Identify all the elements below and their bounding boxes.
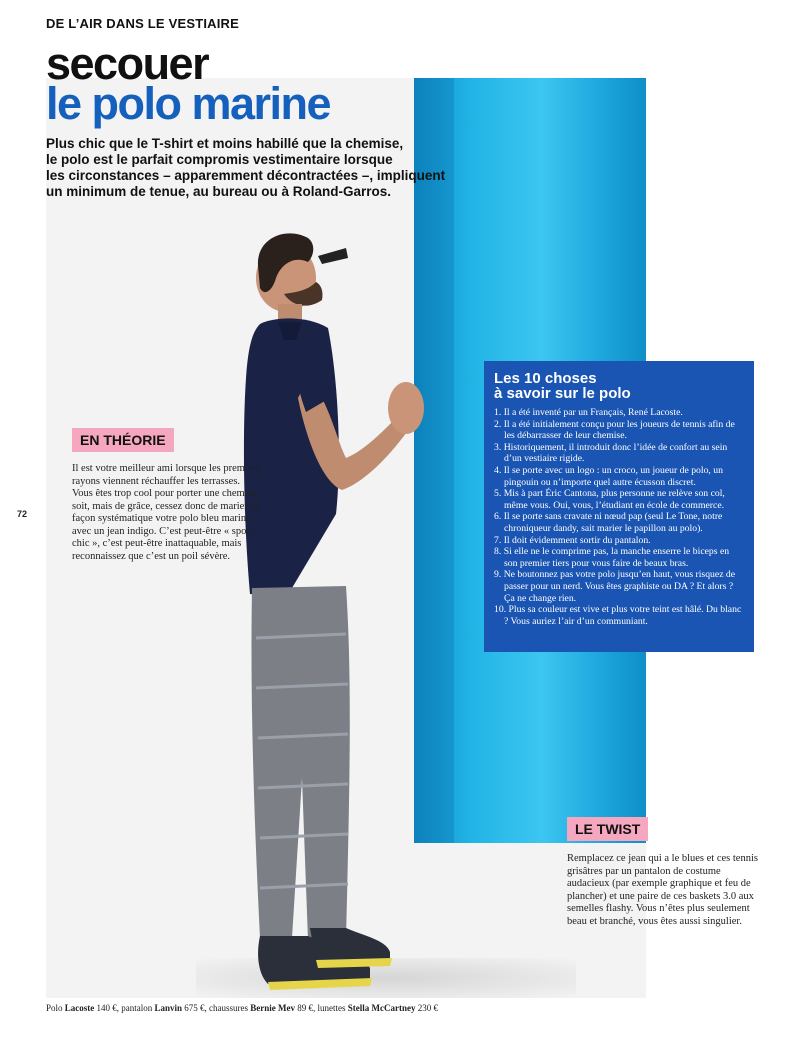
box-title-line-2: à savoir sur le polo [494, 385, 631, 402]
headline-line-1: secouer [46, 38, 209, 89]
lede-line: Plus chic que le T-shirt et moins habillé que la chemise, [46, 136, 404, 151]
headline-line-2: le polo marine [46, 78, 331, 129]
list-item: 7. Il doit évidemment sortir du pantalon. [494, 534, 651, 546]
credits-caption [46, 1003, 438, 1013]
list-item: 8. Si elle ne le comprime pas, la manche enserre le biceps en son premier tiers pour vous faire de beaux bras. [494, 546, 730, 569]
caption-text: 230 € [415, 1003, 438, 1013]
theory-text: Il est votre meilleur ami lorsque les premiers rayons viennent réchauffer les terrasses. Vous êtes trop cool pour porter une chemise, soit, mais de grâce, cessez donc de marier de façon systématique votre polo bleu marine avec un jean indigo. C’est peut-être « sport chic », c’est peut-être inattaquable, mais reconnaissez que c’est un poil sévère. [72, 463, 261, 562]
list-item: 2. Il a été initialement conçu pour les joueurs de tennis afin de les débarrasser de leur chemise. [494, 418, 735, 442]
brand-stella-mccartney: Stella McCartney [347, 1003, 416, 1013]
lede-line: le polo est le parfait compromis vestimentaire lorsque [46, 152, 393, 167]
caption-text: 675 €, chaussures [182, 1003, 251, 1013]
brand-lacoste: Lacoste [64, 1003, 95, 1013]
caption-text: Polo [46, 1003, 65, 1013]
theory-label: EN THÉORIE [72, 428, 174, 452]
list-item: 4. Il se porte avec un logo : un croco, un joueur de polo, un pingouin ou n’importe quel autre écusson discret. [494, 464, 723, 488]
lede-paragraph [46, 136, 526, 200]
list-item: 9. Ne boutonnez pas votre polo jusqu’en haut, vous risquez de passer pour un nerd. Vous êtes graphiste ou DA ? Et alors ? Ça ne change rien. [494, 569, 736, 604]
ten-things-box [484, 361, 754, 652]
lede-line: les circonstances – apparemment décontractées –, impliquent [46, 168, 446, 183]
page-number: 72 [17, 509, 28, 519]
section-kicker: DE L’AIR DANS LE VESTIAIRE [46, 16, 240, 31]
list-item: 6. Il se porte sans cravate ni nœud pap (seul Le Tone, notre chroniqueur dandy, sait marier le papillon au polo). [494, 511, 723, 534]
box-title-line-1: Les 10 choses [494, 370, 597, 387]
list-item: 1. Il a été inventé par un Français, René Lacoste. [494, 407, 683, 418]
lede-line: un minimum de tenue, au bureau ou à Roland-Garros. [46, 184, 392, 199]
twist-text: Remplacez ce jean qui a le blues et ces tennis grisâtres par un pantalon de costume audacieux (par exemple graphique et feu de plancher) et une paire de ces baskets 3.0 aux semelles flashy. Vous n’êtes plus seulement beau et branché, vous êtes aussi singulier. [567, 853, 758, 927]
caption-text: 140 €, pantalon [94, 1003, 155, 1013]
list-item: 10. Plus sa couleur est vive et plus votre teint est hâlé. Du blanc ? Vous auriez l’air d’un communiant. [494, 604, 742, 627]
caption-text: 89 €, lunettes [295, 1003, 348, 1013]
list-item: 5. Mis à part Éric Cantona, plus personne ne relève son col, même vous. Oui, vous, l’étudiant en école de commerce. [494, 488, 725, 511]
list-item: 3. Historiquement, il introduit donc l’idée de confort au sein d’un vestiaire rigide. [494, 441, 728, 465]
brand-lanvin: Lanvin [154, 1003, 183, 1013]
brand-bernie-mev: Bernie Mev [250, 1003, 296, 1013]
twist-label: LE TWIST [567, 817, 648, 841]
ten-things-list [494, 407, 744, 627]
